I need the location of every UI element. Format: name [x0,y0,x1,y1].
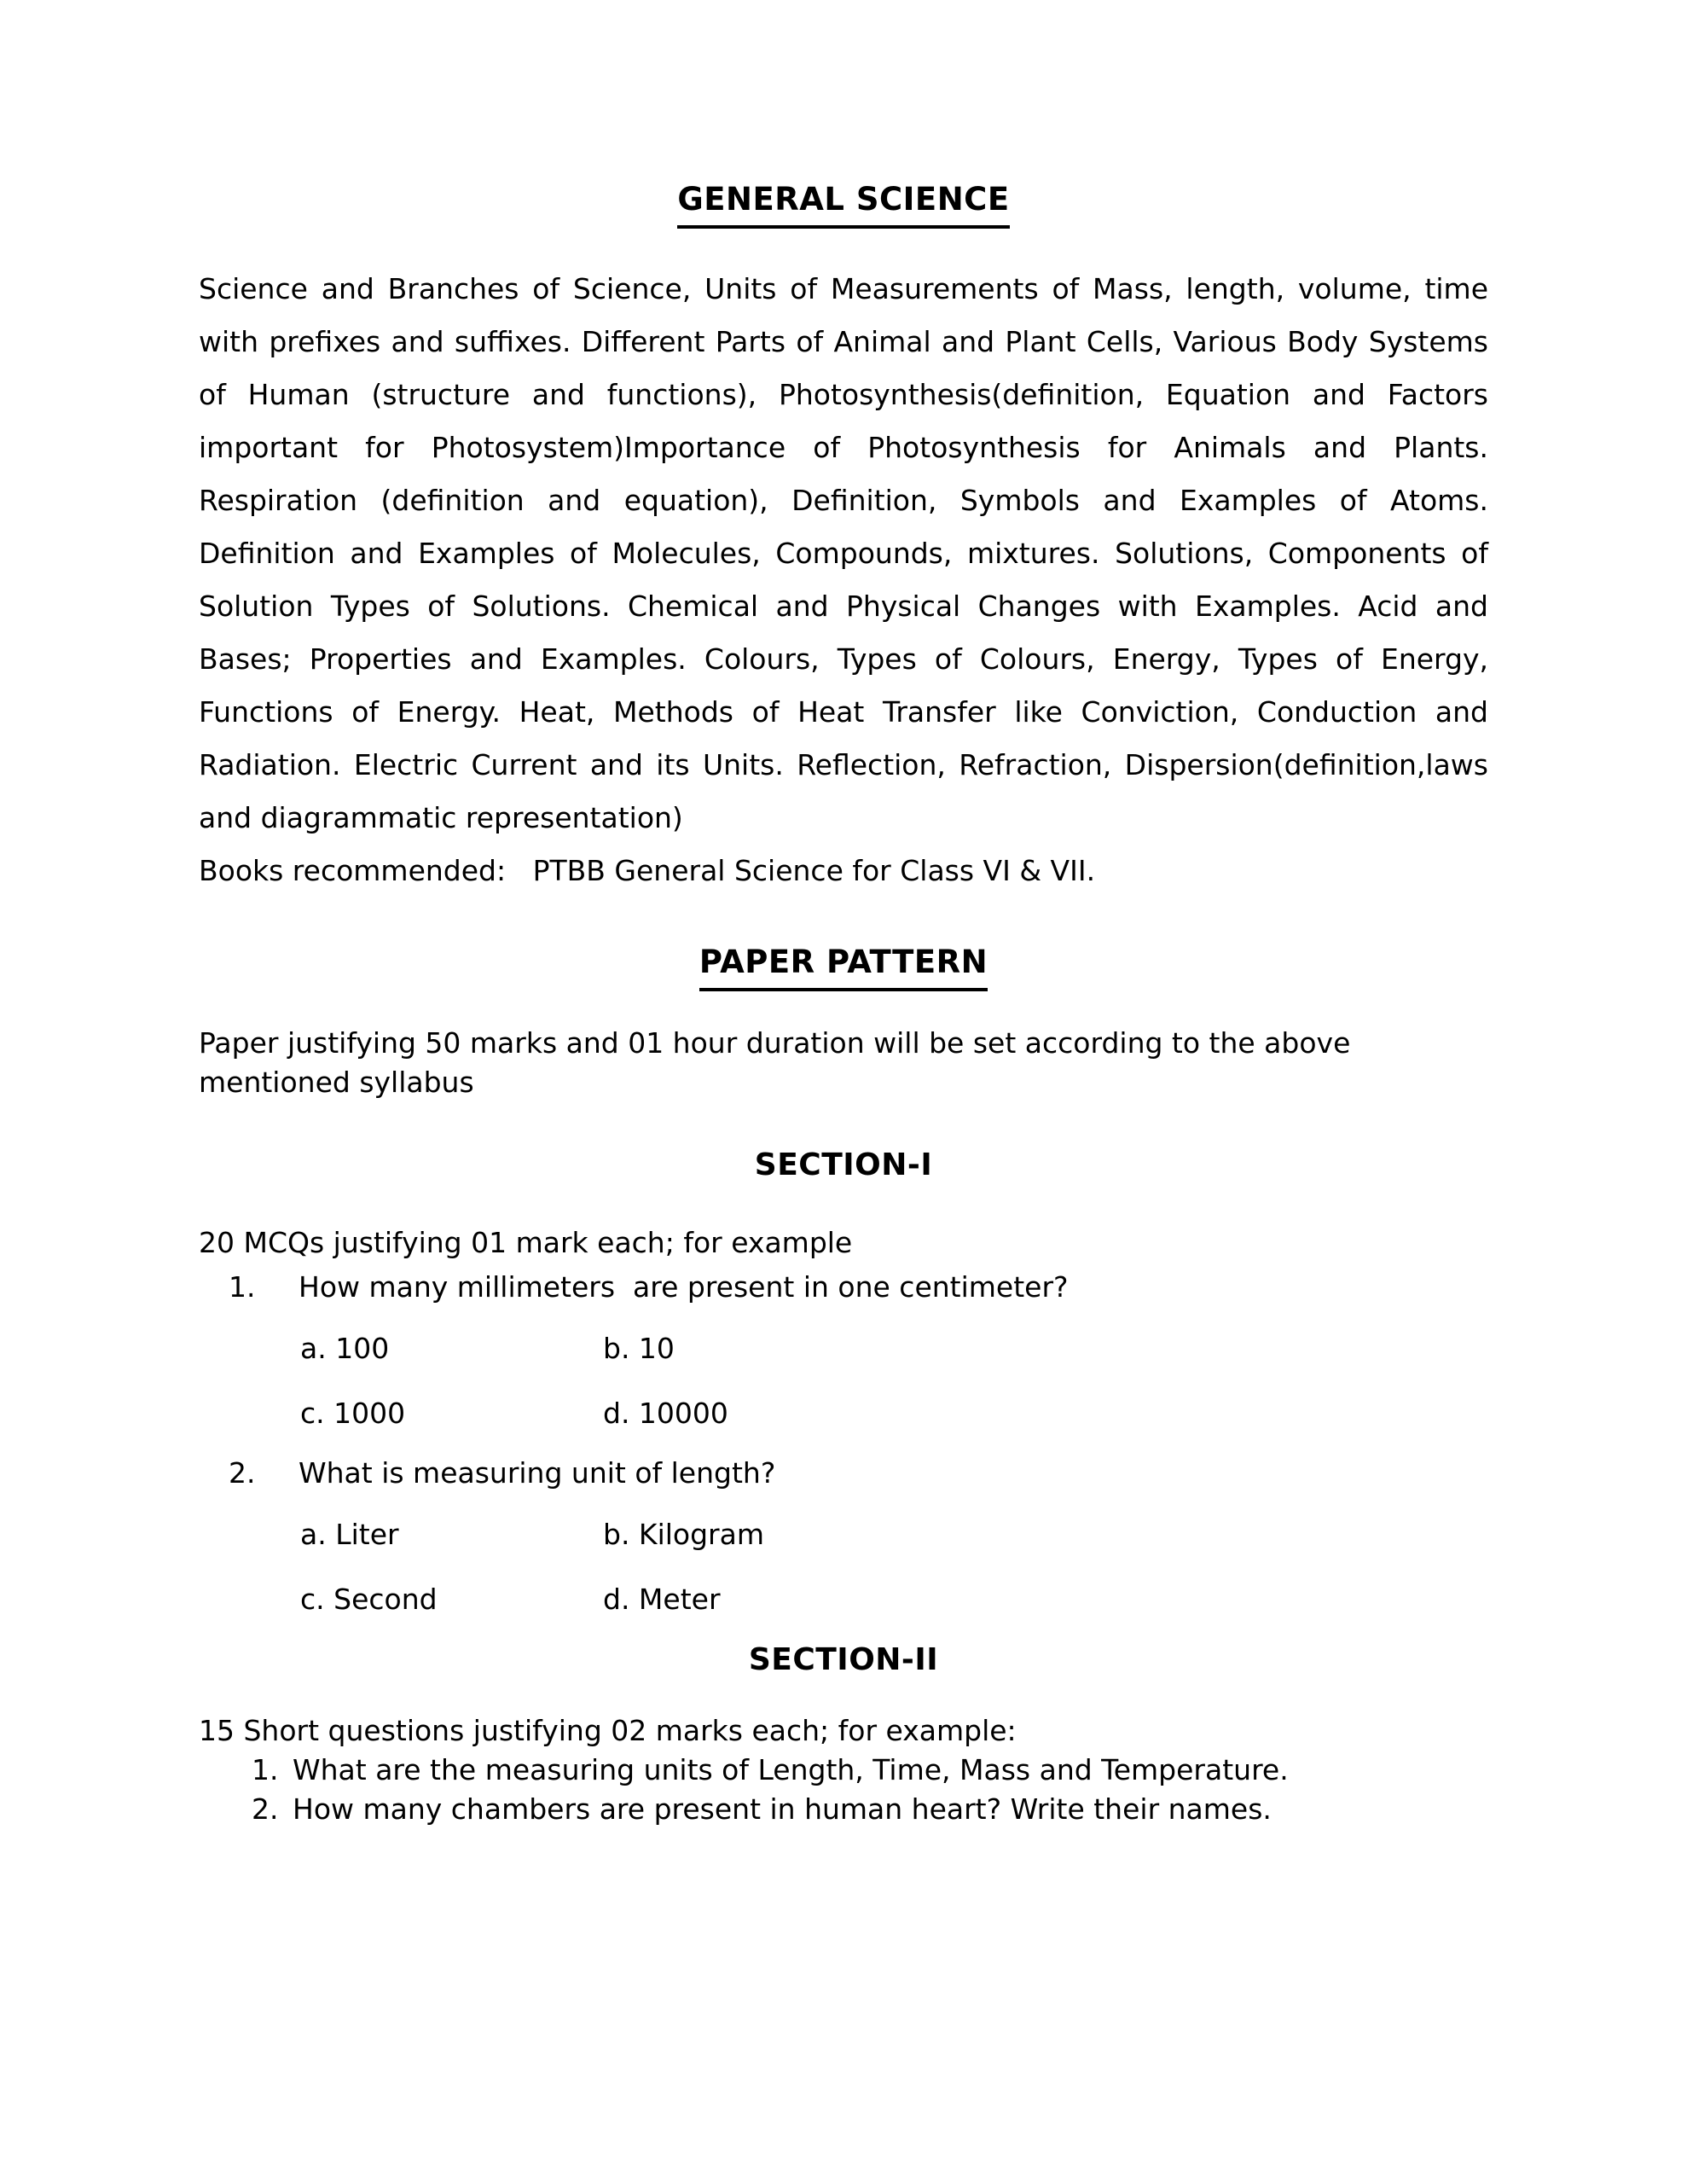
mcq-question-1-options [300,1329,1488,1433]
question-text: What are the measuring units of Length, Time, Mass and Temperature. [293,1753,1289,1786]
option-c: c. 1000 [300,1397,406,1430]
paper-pattern-heading-text: PAPER PATTERN [699,938,988,991]
paper-pattern-description: Paper justifying 50 marks and 01 hour duration will be set according to the above mentioned syllabus [199,1026,1351,1099]
question-text: How many millimeters are present in one centimeter? [299,1270,1069,1304]
mcq-question-2-options [300,1515,1488,1619]
question-number: 2. [252,1792,279,1826]
question-number: 1. [252,1753,279,1786]
document-content [199,0,1488,1829]
mcq-question-2 [199,1454,1488,1493]
question-text: How many chambers are present in human heart? Write their names. [293,1792,1272,1826]
option-b: b. Kilogram [603,1518,764,1551]
section-1-heading: SECTION-I [754,1147,933,1182]
section-2-heading: SECTION-II [748,1642,939,1677]
option-b: b. 10 [603,1332,675,1365]
option-d: d. Meter [603,1583,721,1616]
short-question-2 [199,1790,1488,1829]
question-number: 1. [229,1270,256,1304]
option-c: c. Second [300,1583,438,1616]
syllabus-paragraph: Science and Branches of Science, Units of Measurements of Mass, length, volume, time with prefixes and suffixes. Different Parts of Animal and Plant Cells, Various Body Systems of Human (structure and functions), Photosynthesis(definition, Equation and Factors important for Photosystem)Importance of Photosynthesis for Animals and Plants. Respiration (definition and equation), Definition, Symbols and Examples of Atoms. Definition and Examples of Molecules, Compounds, mixtures. Solutions, Components of Solution Types of Solutions. Chemical and Physical Changes with Examples. Acid and Bases; Properties and Examples. Colours, Types of Colours, Energy, Types of Energy, Functions of Energy. Heat, Methods of Heat Transfer like Conviction, Conduction and Radiation. Electric Current and its Units. Reflection, Refraction, Dispersion(definition,laws and diagrammatic representation) [199,272,1488,834]
option-a: a. 100 [300,1332,390,1365]
document-title [199,176,1488,229]
books-recommended-line: Books recommended: PTBB General Science for Class VI & VII. [199,854,1096,887]
question-number: 2. [229,1456,256,1490]
option-d: d. 10000 [603,1397,728,1430]
section-1-intro: 20 MCQs justifying 01 mark each; for example [199,1226,853,1259]
section-2-intro: 15 Short questions justifying 02 marks each; for example: [199,1714,1017,1747]
paper-pattern-heading [199,938,1488,991]
short-question-1 [199,1751,1488,1790]
document-title-text: GENERAL SCIENCE [677,176,1009,229]
question-text: What is measuring unit of length? [299,1456,776,1490]
mcq-question-1 [199,1268,1488,1307]
option-a: a. Liter [300,1518,399,1551]
